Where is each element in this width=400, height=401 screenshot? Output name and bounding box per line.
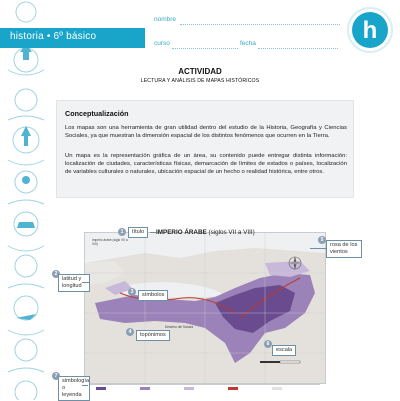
map-title [156,229,255,236]
activity-subtitle: LECTURA Y ANÁLISIS DE MAPAS HISTÓRICOS [140,78,260,84]
subject-banner-text [10,31,96,45]
logo [345,5,395,55]
logo-letter: h [362,17,378,44]
callout-number-compass: 5 [318,236,326,244]
figure-icon [21,126,31,146]
activity-title: ACTIVIDAD [178,67,222,76]
map-legend [88,384,320,399]
callout-symbols: símbolos [138,290,168,301]
date-field[interactable] [258,48,338,49]
map-title-bold: IMPERIO ÁRABE [156,229,207,236]
legend-swatch-light [184,387,194,390]
subject-label: historia [10,31,44,42]
callout-toponyms: topónimos [136,330,170,341]
scale-bar-icon [260,361,300,363]
course-field[interactable] [172,48,238,49]
logo-icon [345,5,395,55]
crown-icon [17,222,35,228]
concept-box [56,100,354,198]
legend-swatch-mid [140,387,150,390]
name-field[interactable] [180,24,340,25]
concept-paragraph-2: Un mapa es la representación gráfica de un área, su contenido puede entregar distinta información: localización de ciudades, características físicas, demarcación de límites de estados o países, localización de variables culturales o naturales, ubicación espacial de un hecho o realidad histórica, entre otros. [65,153,347,176]
concept-heading: Conceptualización [65,109,129,118]
decorative-sidebar [0,0,52,400]
legend-swatch-route [228,387,238,390]
map-title-range: (siglos VII a VIII) [206,229,255,236]
callout-title-leader [150,232,156,233]
sidebar-pattern [0,0,52,400]
map-illustration [85,233,325,383]
callout-number-latlong: 2 [52,270,60,278]
callout-number-symbols: 3 [128,288,136,296]
grade-label: 6º básico [53,31,97,42]
callout-latlong: latitud y longitud [58,274,90,292]
map-figure [84,232,326,384]
callout-number-title: 1 [118,228,126,236]
bird-icon [16,314,36,320]
map-desert-label: Desierto del Sahara [165,325,194,329]
subject-separator: • [46,31,51,42]
legend-swatch-land [272,387,282,390]
name-label: nombre [154,16,177,23]
callout-compass: rosa de los vientos [326,240,362,258]
callout-legend: simbología o leyenda [58,376,90,401]
date-label: fecha [240,40,256,47]
concept-paragraph-1: Los mapas son una herramienta de gran utilidad dentro del estudio de la Historia, Geografía y Ciencias Sociales, ya que muestran la dimensión espacial de los distintos fenómenos que ocurren en la Tierra. [65,125,347,140]
map-inset-label: Imperio árabe (siglo VII a VIII) [92,238,128,246]
callout-number-scale: 6 [264,340,272,348]
callout-title: título [128,227,148,238]
callout-latlong-leader [82,282,90,283]
callout-compass-leader [310,248,326,249]
course-label: curso [154,40,170,47]
callout-number-legend: 7 [52,372,60,380]
legend-swatch-dark [96,387,106,390]
callout-number-toponyms: 4 [126,328,134,336]
callout-legend-leader [82,385,88,386]
callout-scale: escala [272,345,296,356]
